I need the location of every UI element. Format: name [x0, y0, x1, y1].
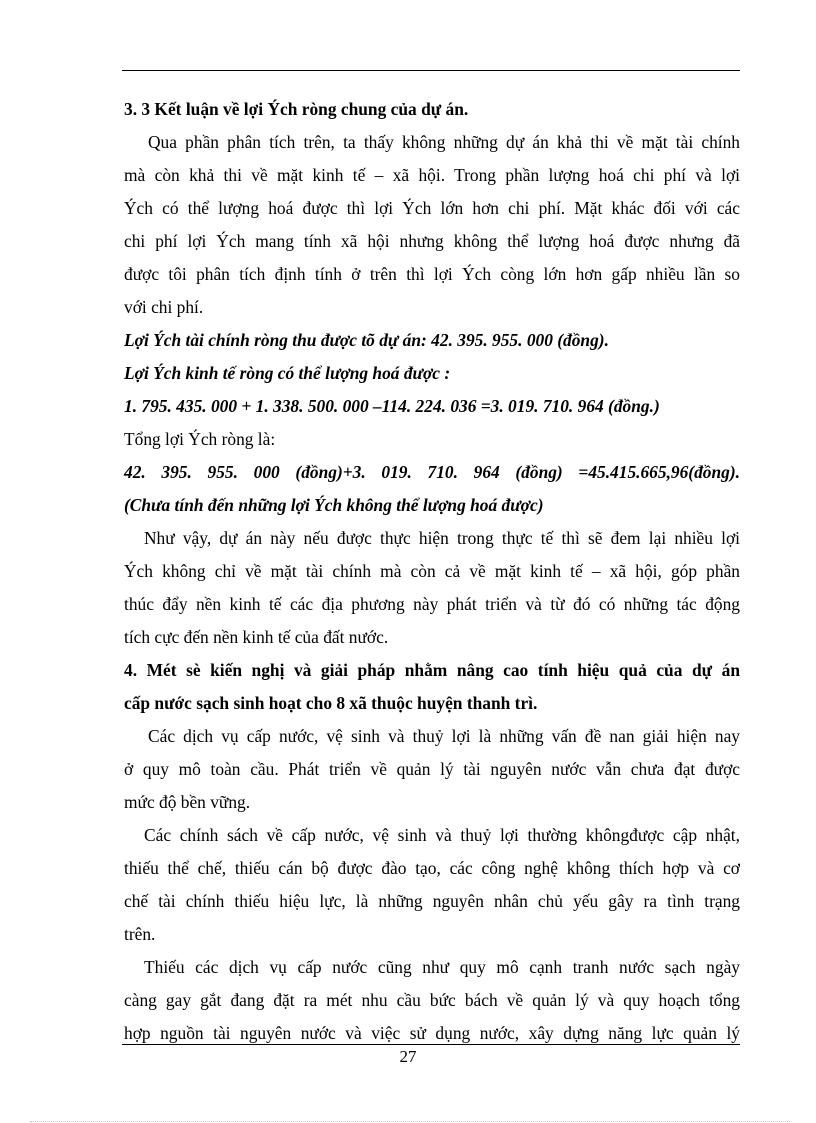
text-line: cấp nước sạch sinh hoạt cho 8 xã thuộc huyện thanh trì.: [124, 693, 538, 713]
text-line: với chi phí.: [124, 297, 204, 317]
text-line: Tổng lợi Ých ròng là:: [124, 429, 276, 449]
text-line: càng gay gắt đang đặt ra mét nhu cầu bức bách về quản lý và quy hoạch tổng: [124, 990, 740, 1010]
text-line: chế tài chính thiếu hiệu lực, là những nguyên nhân chủ yếu gây ra tình trạng: [124, 891, 740, 911]
text-line: Qua phần phân tích trên, ta thấy không những dự án khả thi về mặt tài chính: [148, 132, 740, 152]
text-line: 3. 3 Kết luận về lợi Ých ròng chung của dự án.: [124, 99, 469, 119]
text-line: mà còn khả thi về mặt kinh tế – xã hội. Trong phần lượng hoá chi phí và lợi: [124, 165, 740, 185]
text-line: Các dịch vụ cấp nước, vệ sinh và thuỷ lợi là những vấn đề nan giải hiện nay: [148, 726, 740, 746]
text-line: thúc đẩy nền kinh tế các địa phương này phát triển và từ đó có những tác động: [124, 594, 740, 614]
text-line: 4. Mét sè kiến nghị và giải pháp nhằm nâng cao tính hiệu quả của dự án: [124, 660, 740, 680]
text-line: hợp nguồn tài nguyên nước và việc sử dụng nước, xây dựng năng lực quản lý: [124, 1023, 740, 1043]
text-line: Các chính sách về cấp nước, vệ sinh và thuỷ lợi thường khôngđược cập nhật,: [144, 825, 740, 845]
text-line: Ých không chỉ về mặt tài chính mà còn cả về mặt kinh tế – xã hội, góp phần: [124, 561, 740, 581]
header-rule: [122, 70, 740, 71]
text-line: Ých có thể lượng hoá được thì lợi Ých lớn hơn chi phí. Mặt khác đối với các: [124, 198, 740, 218]
text-line: được tôi phân tích định tính ở trên thì lợi Ých còng lớn hơn gấp nhiều lần so: [124, 264, 740, 284]
text-line: Như vậy, dự án này nếu được thực hiện trong thực tế thì sẽ đem lại nhiều lợi: [144, 528, 740, 548]
page-number: 27: [399, 1047, 417, 1066]
document-body: [124, 93, 740, 1050]
footer-rule: [122, 1044, 740, 1045]
text-line: thiếu thể chế, thiếu cán bộ được đào tạo, các công nghệ không thích hợp và cơ: [124, 858, 740, 878]
text-line: trên.: [124, 924, 156, 944]
text-line: (Chưa tính đến những lợi Ých không thể lượng hoá được): [124, 495, 544, 515]
text-line: tích cực đến nền kinh tế của đất nước.: [124, 627, 389, 647]
text-line: Thiếu các dịch vụ cấp nước cũng như quy mô cạnh tranh nước sạch ngày: [144, 957, 740, 977]
text-line: mức độ bền vững.: [124, 792, 251, 812]
text-line: 42. 395. 955. 000 (đồng)+3. 019. 710. 964 (đồng) =45.415.665,96(đồng).: [124, 462, 740, 482]
text-line: chi phí lợi Ých mang tính xã hội nhưng không thể lượng hoá được nhưng đã: [124, 231, 740, 251]
text-line: Lợi Ých tài chính ròng thu được tõ dự án: 42. 395. 955. 000 (đồng).: [124, 330, 609, 350]
text-line: Lợi Ých kinh tế ròng có thể lượng hoá được :: [124, 363, 451, 383]
text-line: 1. 795. 435. 000 + 1. 338. 500. 000 –114. 224. 036 =3. 019. 710. 964 (đồng.): [124, 396, 660, 416]
page-edge-divider: [30, 1121, 790, 1122]
text-line: ở quy mô toàn cầu. Phát triển về quản lý tài nguyên nước vẫn chưa đạt được: [124, 759, 740, 779]
